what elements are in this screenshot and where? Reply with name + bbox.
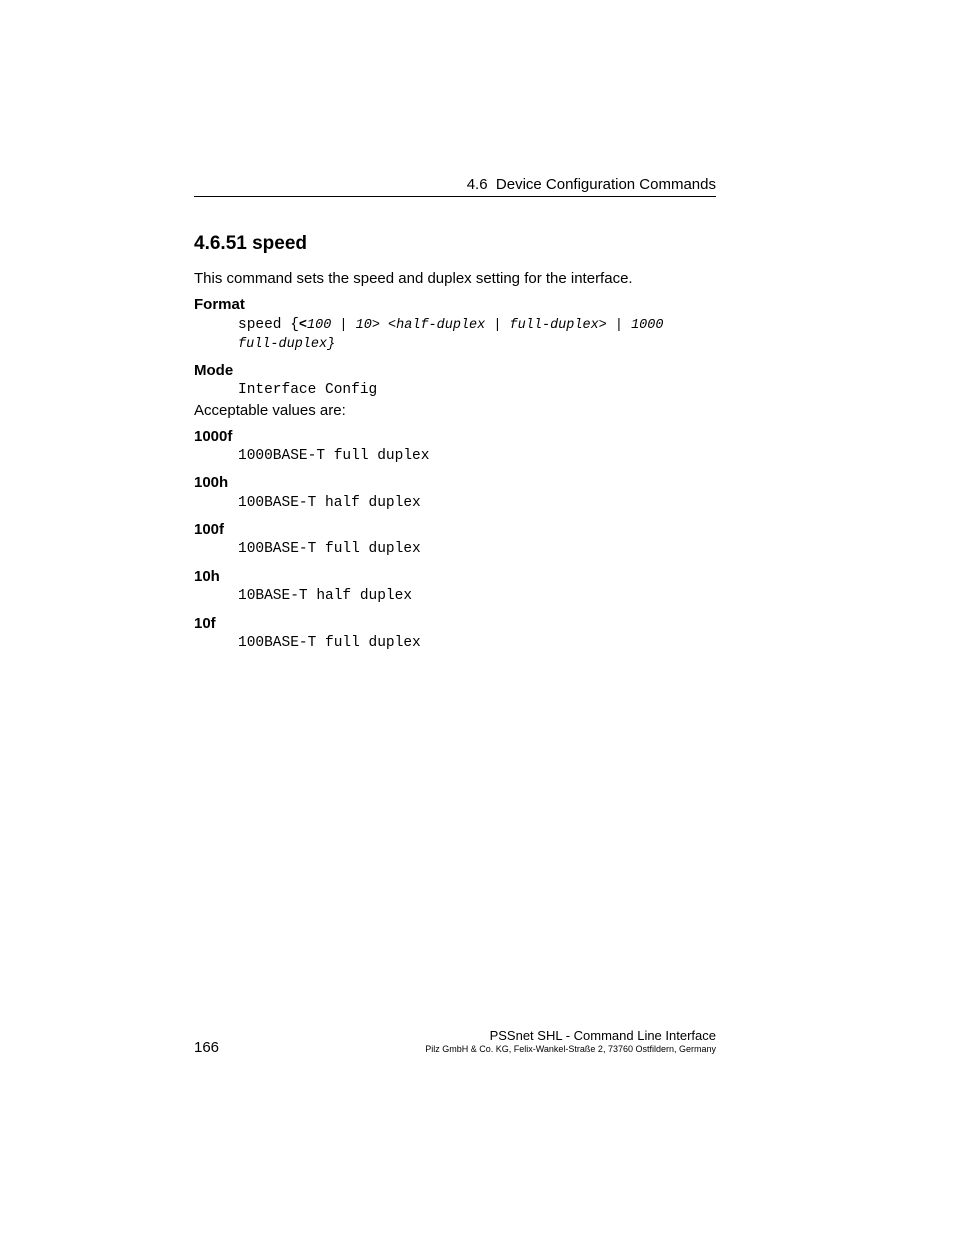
value-description: 1000BASE-T full duplex [238, 448, 430, 464]
format-label: Format [194, 296, 245, 313]
mode-value: Interface Config [238, 382, 378, 398]
header-section-number: 4.6 [466, 176, 488, 193]
value-description: 100BASE-T full duplex [238, 635, 421, 651]
value-description: 10BASE-T half duplex [238, 588, 413, 604]
acceptable-values-intro: Acceptable values are: [194, 402, 346, 419]
footer-address: Pilz GmbH & Co. KG, Felix-Wankel-Straße 2, 73760 Ostfildern, Germany [425, 1044, 716, 1054]
header-title: Device Configuration Commands [495, 176, 716, 193]
running-header [467, 176, 716, 193]
value-code: 10h [194, 568, 220, 585]
description: This command sets the speed and duplex setting for the interface. [194, 270, 633, 287]
value-code: 1000f [194, 428, 233, 445]
value-code: 100f [194, 521, 225, 538]
header-rule [194, 196, 716, 197]
section-name: speed [252, 233, 308, 254]
value-code: 10f [194, 615, 216, 632]
format-args-line-2: full-duplex} [238, 337, 336, 352]
value-description: 100BASE-T full duplex [238, 541, 421, 557]
page-number: 166 [194, 1039, 220, 1056]
format-args-line-1: 100 | 10> <half-duplex | full-duplex> | 1000 [307, 318, 664, 333]
section-title [194, 233, 307, 255]
footer-doc-title: PSSnet SHL - Command Line Interface [489, 1028, 716, 1043]
mode-label: Mode [194, 362, 234, 379]
format-open-bracket: < [298, 318, 308, 333]
value-description: 100BASE-T half duplex [238, 495, 421, 511]
section-number: 4.6.51 [194, 233, 247, 254]
format-syntax-line-1 [238, 317, 664, 333]
value-code: 100h [194, 474, 229, 491]
format-command: speed { [238, 317, 299, 333]
